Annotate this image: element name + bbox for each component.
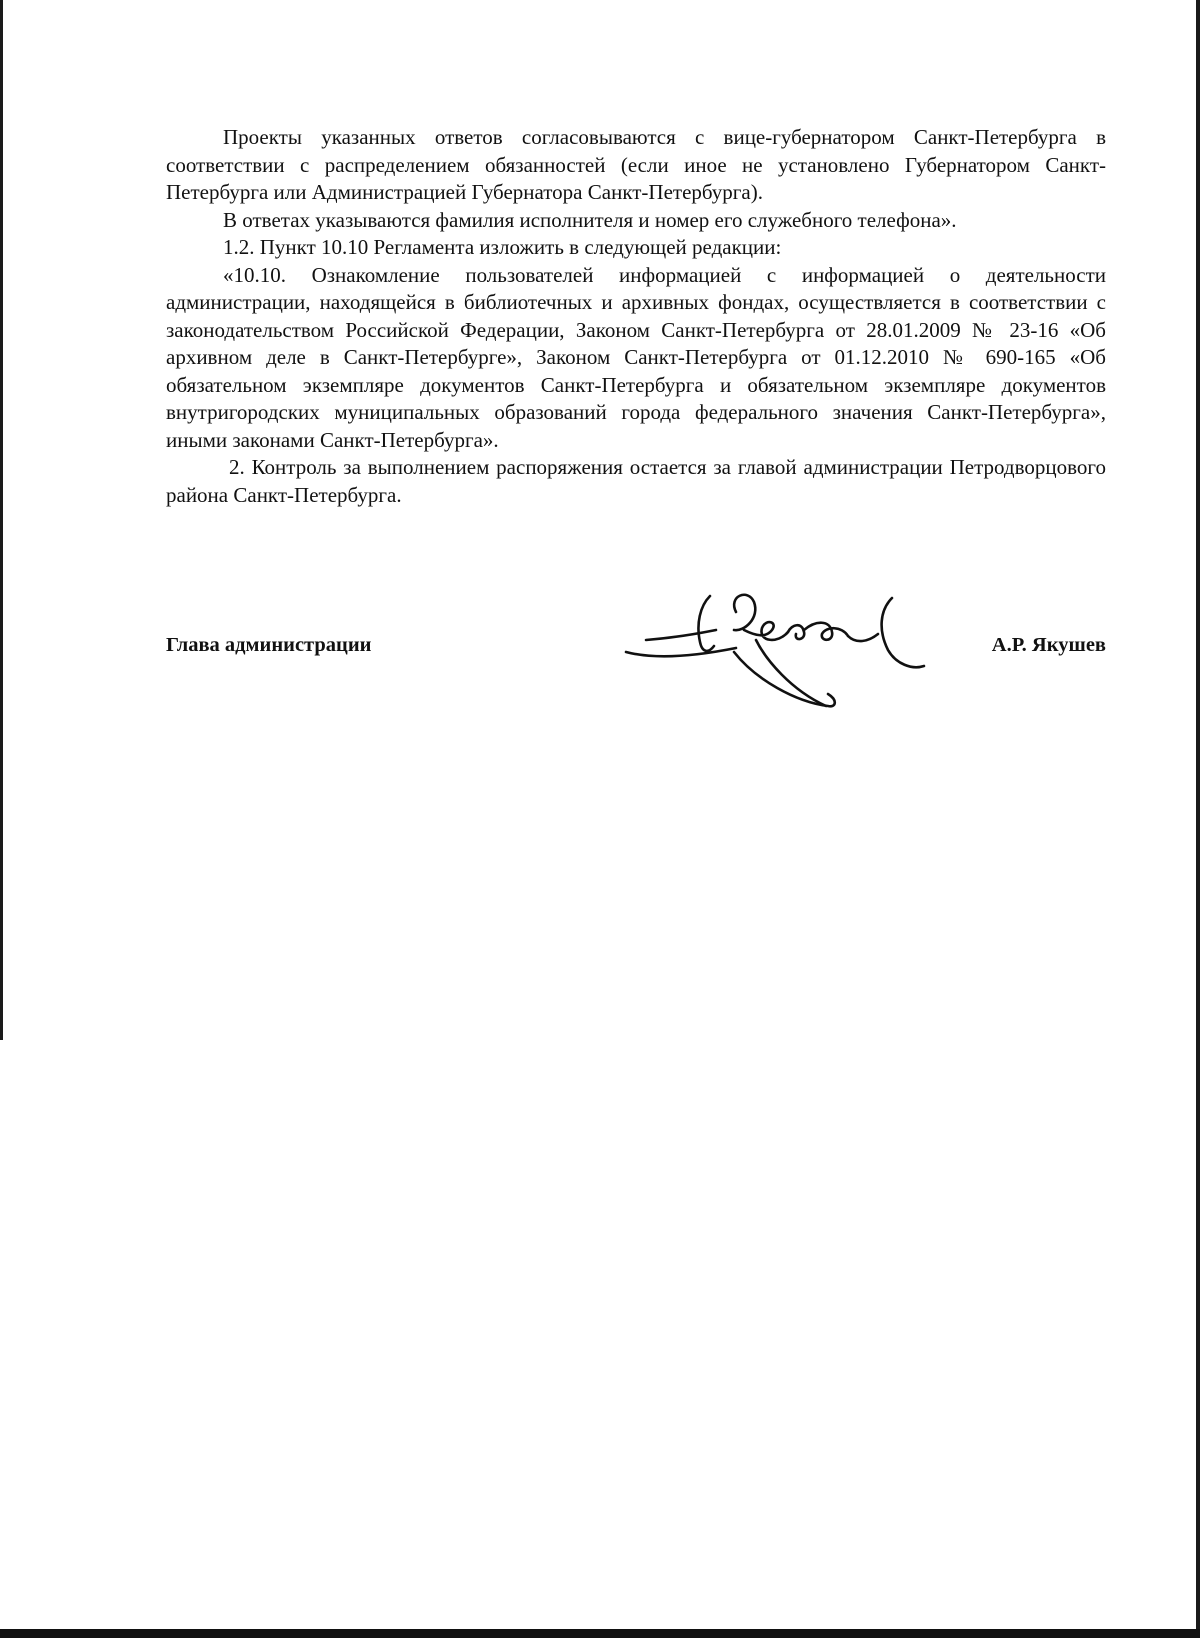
signer-position: Глава администрации	[166, 634, 372, 656]
paragraph-item-1-2: 1.2. Пункт 10.10 Регламента изложить в следующей редакции:	[223, 235, 782, 259]
document-body	[166, 124, 1106, 509]
paragraph-approval: Проекты указанных ответов согласовываются с вице-губернатором Санкт-Петербурга в соответствии с распределением обязанностей (если иное не установлено Губернатором Санкт-Петербурга или Администрацией Губернатора Санкт-Петербурга).	[166, 125, 1106, 204]
scan-edge-left	[0, 0, 3, 1040]
paragraph-control: 2. Контроль за выполнением распоряжения остается за главой администрации Петродворцового района Санкт-Петербурга.	[166, 455, 1106, 507]
paragraph-item-10-10: «10.10. Ознакомление пользователей информацией с информацией о деятельности администрации, находящейся в библиотечных и архивных фондах, осуществляется в соответствии с законодательством Российской Федерации, Законом Санкт-Петербурга от 28.01.2009 № 23-16 «Об архивном деле в Санкт-Петербурге», Законом Санкт-Петербурга от 01.12.2010 № 690-165 «Об обязательном экземпляре документов Санкт-Петербурга и обязательном экземпляре документов внутригородских муниципальных образований города федерального значения Санкт-Петербурга», иными законами Санкт-Петербурга».	[166, 262, 1106, 452]
signature-block	[166, 590, 1106, 740]
handwritten-signature	[616, 590, 936, 740]
scan-edge-bottom	[0, 1629, 1200, 1638]
paragraph-executor-info: В ответах указываются фамилия исполнителя и номер его служебного телефона».	[223, 207, 957, 232]
signer-name: А.Р. Якушев	[991, 634, 1106, 656]
scan-edge-right	[1196, 0, 1200, 1638]
